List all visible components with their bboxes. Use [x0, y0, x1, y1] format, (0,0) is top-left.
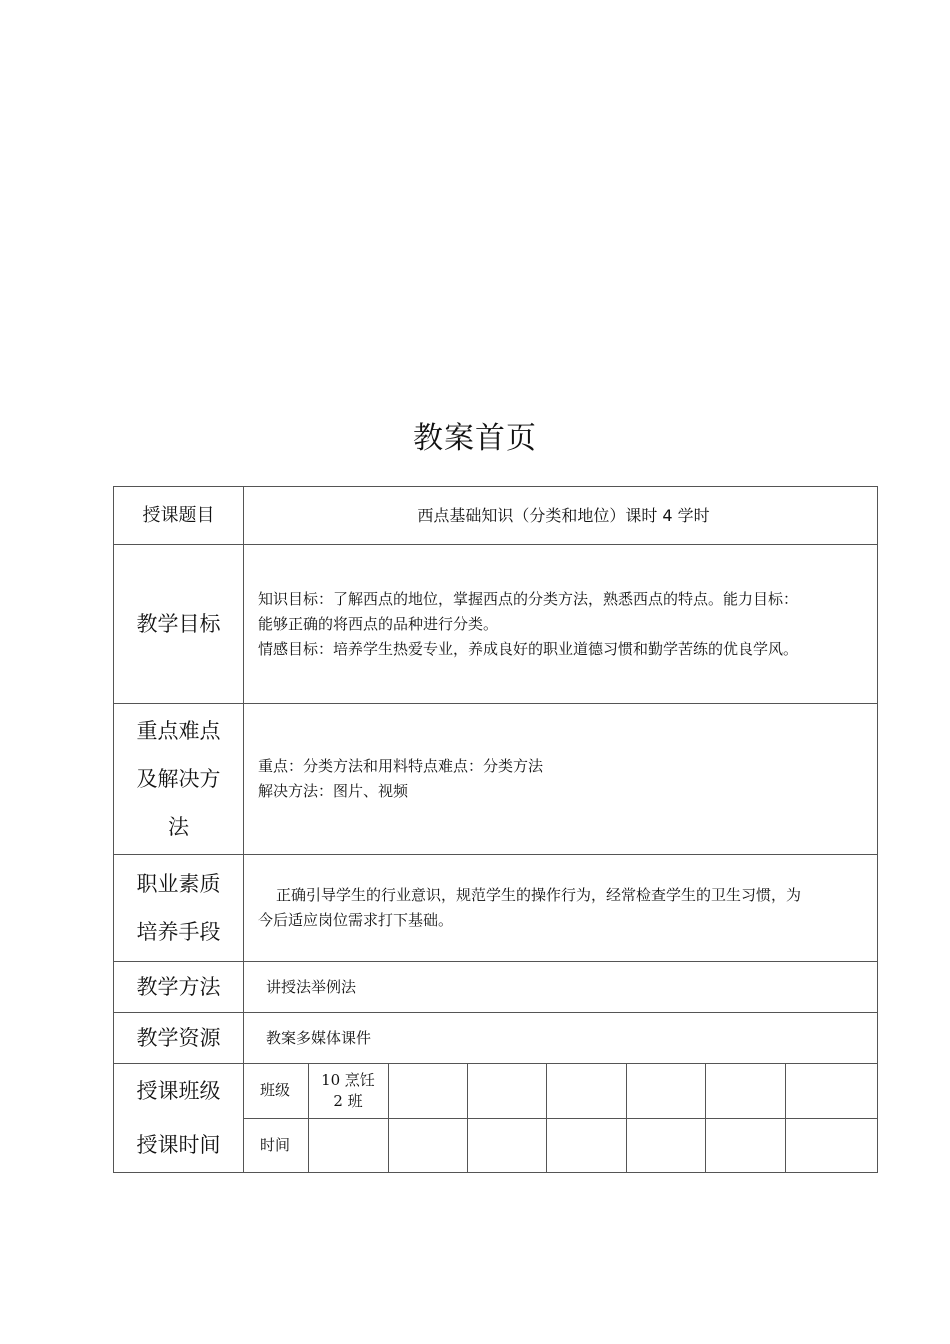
schedule-label-line-2: 授课时间: [136, 1133, 221, 1157]
class-row: [244, 1064, 877, 1118]
objectives-cell: [244, 545, 878, 704]
quality-line-2: 今后适应岗位需求打下基础。: [258, 911, 454, 929]
quality-label: [114, 855, 244, 962]
objectives-row: [114, 545, 878, 704]
schedule-label: [114, 1064, 244, 1173]
keypoints-label: [114, 704, 244, 855]
time-caption: 时间: [244, 1118, 308, 1172]
schedule-cell: [244, 1064, 878, 1173]
class-value: [308, 1064, 388, 1118]
objectives-line-3: 情感目标：培养学生热爱专业，养成良好的职业道德习惯和勤学苦练的优良学风。: [258, 639, 799, 658]
class-value-line-2: 2 班: [333, 1091, 363, 1110]
quality-line-1: 正确引导学生的行业意识，规范学生的操作行为，经常检查学生的卫生习惯，为: [276, 886, 802, 904]
method-value: 讲授法举例法: [244, 962, 878, 1013]
class-empty-cell: [785, 1064, 877, 1118]
keypoints-line-1: 重点：分类方法和用料特点难点：分类方法: [258, 757, 544, 775]
class-empty-cell: [388, 1064, 467, 1118]
resources-value: 教案多媒体课件: [244, 1013, 878, 1064]
class-caption: 班级: [244, 1064, 308, 1118]
keypoints-label-line-3: 法: [168, 815, 189, 839]
schedule-grid: [244, 1064, 877, 1172]
topic-label: 授课题目: [114, 487, 244, 545]
resources-row: [114, 1013, 878, 1064]
quality-label-line-1: 职业素质: [136, 872, 221, 896]
time-empty-cell: [388, 1118, 467, 1172]
time-empty-cell: [705, 1118, 785, 1172]
schedule-row: [114, 1064, 878, 1173]
schedule-label-line-1: 授课班级: [136, 1079, 221, 1103]
page-title: 教案首页: [413, 421, 537, 456]
keypoints-line-2: 解决方法：图片、视频: [258, 782, 409, 800]
time-empty-cell: [546, 1118, 626, 1172]
quality-row: [114, 855, 878, 962]
keypoints-label-line-2: 及解决方: [136, 767, 221, 791]
keypoints-cell: [244, 704, 878, 855]
quality-cell: [244, 855, 878, 962]
lesson-hours: 课时 4 学时: [625, 506, 710, 525]
keypoints-row: [114, 704, 878, 855]
method-label: 教学方法: [114, 962, 244, 1013]
objectives-label: 教学目标: [114, 545, 244, 704]
class-empty-cell: [546, 1064, 626, 1118]
objectives-line-2: 能够正确的将西点的品种进行分类。: [258, 614, 499, 633]
keypoints-label-line-1: 重点难点: [136, 719, 221, 743]
class-empty-cell: [705, 1064, 785, 1118]
time-row: [244, 1118, 877, 1172]
topic-row: [114, 487, 878, 545]
time-empty-cell: [467, 1118, 546, 1172]
time-empty-cell: [308, 1118, 388, 1172]
method-row: [114, 962, 878, 1013]
resources-label: 教学资源: [114, 1013, 244, 1064]
lesson-plan-table: [113, 486, 878, 1173]
time-empty-cell: [785, 1118, 877, 1172]
quality-label-line-2: 培养手段: [136, 920, 221, 944]
class-value-line-1: 10 烹饪: [321, 1070, 375, 1089]
topic-cell: [244, 487, 878, 545]
objectives-line-1: 知识目标：了解西点的地位，掌握西点的分类方法，熟悉西点的特点。能力目标：: [258, 589, 799, 608]
class-empty-cell: [467, 1064, 546, 1118]
topic-value: 西点基础知识（分类和地位）: [417, 506, 626, 525]
time-empty-cell: [626, 1118, 705, 1172]
class-empty-cell: [626, 1064, 705, 1118]
